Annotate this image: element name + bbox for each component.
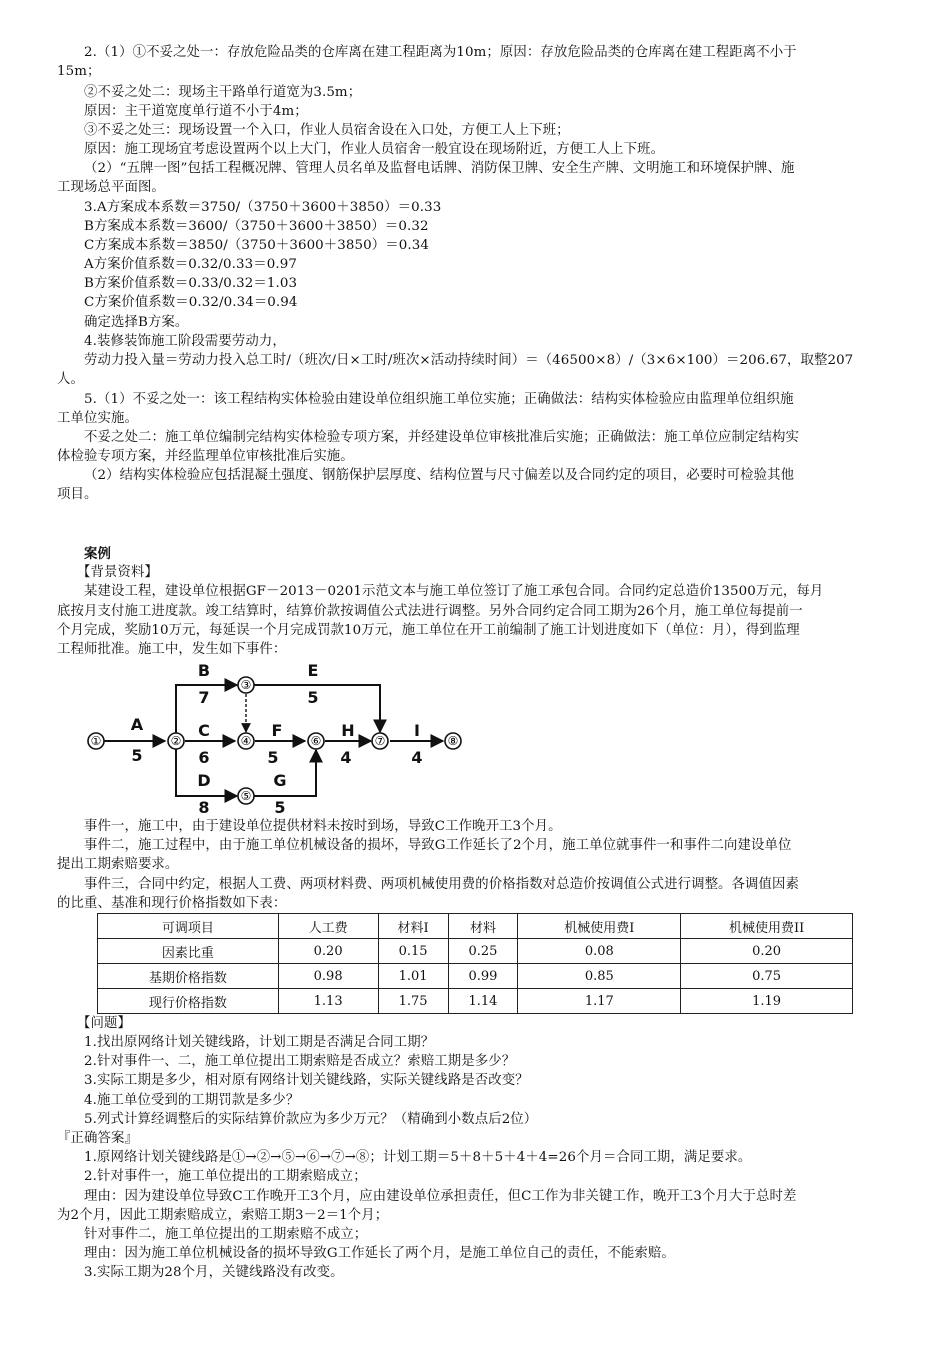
activity-duration: 5 <box>307 688 319 707</box>
text-line: 劳动力投入量＝劳动力投入总工时/（班次/日×工时/班次×活动持续时间）＝（46500×8）/（3×6×100）＝206.67，取整207 <box>84 353 854 368</box>
activity-duration: 4 <box>411 748 423 767</box>
table-header-cell: 材料I <box>378 914 448 939</box>
node-1 <box>88 733 104 749</box>
table-cell: 0.85 <box>518 964 681 989</box>
text-line: 确定选择B方案。 <box>84 315 189 330</box>
table-cell: 1.13 <box>278 989 378 1014</box>
table-cell: 1.14 <box>448 989 518 1014</box>
text-line: 1.原网络计划关键线路是①→②→⑤→⑥→⑦→⑧；计划工期＝5＋8＋5＋4＋4=26个月＝合同工期，满足要求。 <box>84 1150 752 1165</box>
table-cell: 0.08 <box>518 939 681 964</box>
text-line: 事件一，施工中，由于建设单位提供材料未按时到场，导致C工作晚开工3个月。 <box>84 819 562 834</box>
activity-name: D <box>197 771 211 790</box>
node-2 <box>168 733 184 749</box>
text-line: 项目。 <box>57 487 98 502</box>
text-line: 事件三，合同中约定，根据人工费、两项材料费、两项机械使用费的价格指数对总造价按调值公式进行调整。各调值因素 <box>84 877 799 892</box>
table-cell: 1.01 <box>378 964 448 989</box>
text-line: C方案价值系数＝0.32/0.34＝0.94 <box>84 295 298 310</box>
table-cell: 0.75 <box>681 964 853 989</box>
activity-duration: 8 <box>198 798 210 817</box>
text-line: B方案成本系数＝3600/（3750＋3600＋3850）＝0.32 <box>84 219 429 234</box>
table-cell: 0.98 <box>278 964 378 989</box>
node-6 <box>308 733 324 749</box>
table-cell: 1.17 <box>518 989 681 1014</box>
table-cell: 0.99 <box>448 964 518 989</box>
text-line: 工程师批准。施工中，发生如下事件： <box>57 642 287 657</box>
node-8 <box>445 733 461 749</box>
text-line: 提出工期索赔要求。 <box>57 857 179 872</box>
node-label: ⑤ <box>240 789 252 803</box>
text-line: 事件二，施工过程中，由于施工单位机械设备的损坏，导致G工作延长了2个月，施工单位就事件一和事件二向建设单位 <box>84 838 792 853</box>
activity-name: I <box>414 721 420 740</box>
text-line: 4.施工单位受到的工期罚款是多少？ <box>84 1093 300 1108</box>
text-line: 2.（1）①不妥之处一：存放危险品类的仓库离在建工程距离为10m；原因：存放危险品类的仓库离在建工程距离不小于 <box>84 45 797 60</box>
node-label: ④ <box>240 734 252 748</box>
node-3 <box>238 677 254 693</box>
text-line: 人。 <box>57 372 84 387</box>
activity-name: H <box>341 721 355 740</box>
text-line: 工单位实施。 <box>57 411 138 426</box>
text-line: 『正确答案』 <box>57 1131 138 1146</box>
text-line: B方案价值系数＝0.33/0.32＝1.03 <box>84 276 298 291</box>
node-4 <box>238 733 254 749</box>
table-row <box>98 964 853 989</box>
table-cell: 因素比重 <box>98 939 279 964</box>
text-line: 3.实际工期为28个月，关键线路没有改变。 <box>84 1265 344 1280</box>
table-cell: 1.19 <box>681 989 853 1014</box>
text-line: 原因：施工现场宜考虑设置两个以上大门，作业人员宿舍一般宜设在现场附近，方便工人上下班。 <box>84 142 665 157</box>
activity-name: C <box>198 721 210 740</box>
section-title: 案例 <box>84 546 111 562</box>
text-line: 底按月支付施工进度款。竣工结算时，结算价款按调值公式法进行调整。另外合同约定合同工期为26个月，施工单位每提前一 <box>57 604 803 619</box>
text-line: 2.针对事件一，施工单位提出的工期索赔成立； <box>84 1169 367 1184</box>
activity-duration: 5 <box>267 748 279 767</box>
table-cell: 1.75 <box>378 989 448 1014</box>
activity-duration: 5 <box>274 798 286 817</box>
price-index-table <box>97 913 853 1014</box>
text-line: （2）结构实体检验应包括混凝土强度、钢筋保护层厚度、结构位置与尺寸偏差以及合同约定的项目，必要时可检验其他 <box>84 468 795 483</box>
table-header-cell: 可调项目 <box>98 914 279 939</box>
text-line: 不妥之处二：施工单位编制完结构实体检验专项方案，并经建设单位审核批准后实施；正确做法：施工单位应制定结构实 <box>84 430 799 445</box>
text-line: 针对事件二，施工单位提出的工期索赔不成立； <box>84 1227 368 1242</box>
text-line: （2）“五牌一图”包括工程概况牌、管理人员名单及监督电话牌、消防保卫牌、安全生产牌、文明施工和环境保护牌、施 <box>84 161 795 176</box>
text-line: ③不妥之处三：现场设置一个入口，作业人员宿舍设在入口处，方便工人上下班； <box>84 123 570 138</box>
table-cell: 0.20 <box>681 939 853 964</box>
node-5 <box>238 788 254 804</box>
node-label: ⑥ <box>310 734 322 748</box>
text-line: 15m； <box>57 64 101 79</box>
network-diagram <box>80 660 480 825</box>
table-cell: 0.25 <box>448 939 518 964</box>
text-line: 原因：主干道宽度单行道不小于4m； <box>84 104 308 119</box>
text-line: 工现场总平面图。 <box>57 180 165 195</box>
node-label: ① <box>90 734 102 748</box>
text-line: 3.实际工期是多少，相对原有网络计划关键线路，实际关键线路是否改变？ <box>84 1073 529 1088</box>
table-cell: 0.15 <box>378 939 448 964</box>
activity-duration: 5 <box>131 746 143 765</box>
table-header-cell: 人工费 <box>278 914 378 939</box>
activity-duration: 7 <box>198 688 210 707</box>
table-header-cell: 机械使用费I <box>518 914 681 939</box>
table-cell: 基期价格指数 <box>98 964 279 989</box>
text-line: 理由：因为施工单位机械设备的损坏导致G工作延长了两个月，是施工单位自己的责任，不能索赔。 <box>84 1246 675 1261</box>
text-line: 个月完成，奖励10万元，每延误一个月完成罚款10万元，施工单位在开工前编制了施工计划进度如下（单位：月），得到监理 <box>57 623 800 638</box>
table-row <box>98 939 853 964</box>
text-line: A方案价值系数＝0.32/0.33＝0.97 <box>84 257 297 272</box>
text-line: ②不妥之处二：现场主干路单行道宽为3.5m； <box>84 85 362 100</box>
text-line: 的比重、基准和现行价格指数如下表： <box>57 896 287 911</box>
table-header-row <box>98 914 853 939</box>
table-cell: 0.20 <box>278 939 378 964</box>
activity-name: G <box>273 771 287 790</box>
node-7 <box>372 733 388 749</box>
text-line: 2.针对事件一、二，施工单位提出工期索赔是否成立？索赔工期是多少？ <box>84 1054 516 1069</box>
table-cell: 现行价格指数 <box>98 989 279 1014</box>
table-row <box>98 989 853 1014</box>
text-line: 【问题】 <box>77 1016 131 1031</box>
text-line: 1.找出原网络计划关键线路，计划工期是否满足合同工期？ <box>84 1035 435 1050</box>
text-line: C方案成本系数＝3850/（3750＋3600＋3850）＝0.34 <box>84 238 429 253</box>
table-header-cell: 材料 <box>448 914 518 939</box>
table-header-cell: 机械使用费II <box>681 914 853 939</box>
text-line: 某建设工程，建设单位根据GF－2013－0201示范文本与施工单位签订了施工承包合同。合同约定总造价13500万元，每月 <box>84 584 824 599</box>
text-line: 为2个月，因此工期索赔成立，索赔工期3－2＝1个月； <box>57 1208 389 1223</box>
text-line: 【背景资料】 <box>77 565 158 580</box>
activity-name: B <box>197 661 211 680</box>
node-label: ② <box>170 734 182 748</box>
node-label: ⑧ <box>447 734 459 748</box>
activity-name: E <box>307 661 319 680</box>
text-line: 3.A方案成本系数＝3750/（3750＋3600＋3850）＝0.33 <box>84 200 442 215</box>
text-line: 5.（1）不妥之处一：该工程结构实体检验由建设单位组织施工单位实施；正确做法：结构实体检验应由监理单位组织施 <box>84 392 794 407</box>
text-line: 理由：因为建设单位导致C工作晚开工3个月，应由建设单位承担责任，但C工作为非关键工作，晚开工3个月大于总时差 <box>84 1189 797 1204</box>
activity-name: F <box>271 721 283 740</box>
node-label: ③ <box>240 678 252 692</box>
node-label: ⑦ <box>374 734 386 748</box>
activity-duration: 4 <box>340 748 352 767</box>
text-line: 4.装修装饰施工阶段需要劳动力， <box>84 334 286 349</box>
activity-name: A <box>130 715 144 734</box>
activity-duration: 6 <box>198 748 210 767</box>
text-line: 体检验专项方案，并经监理单位审核批准后实施。 <box>57 449 354 464</box>
text-line: 5.列式计算经调整后的实际结算价款应为多少万元？（精确到小数点后2位） <box>84 1112 538 1127</box>
